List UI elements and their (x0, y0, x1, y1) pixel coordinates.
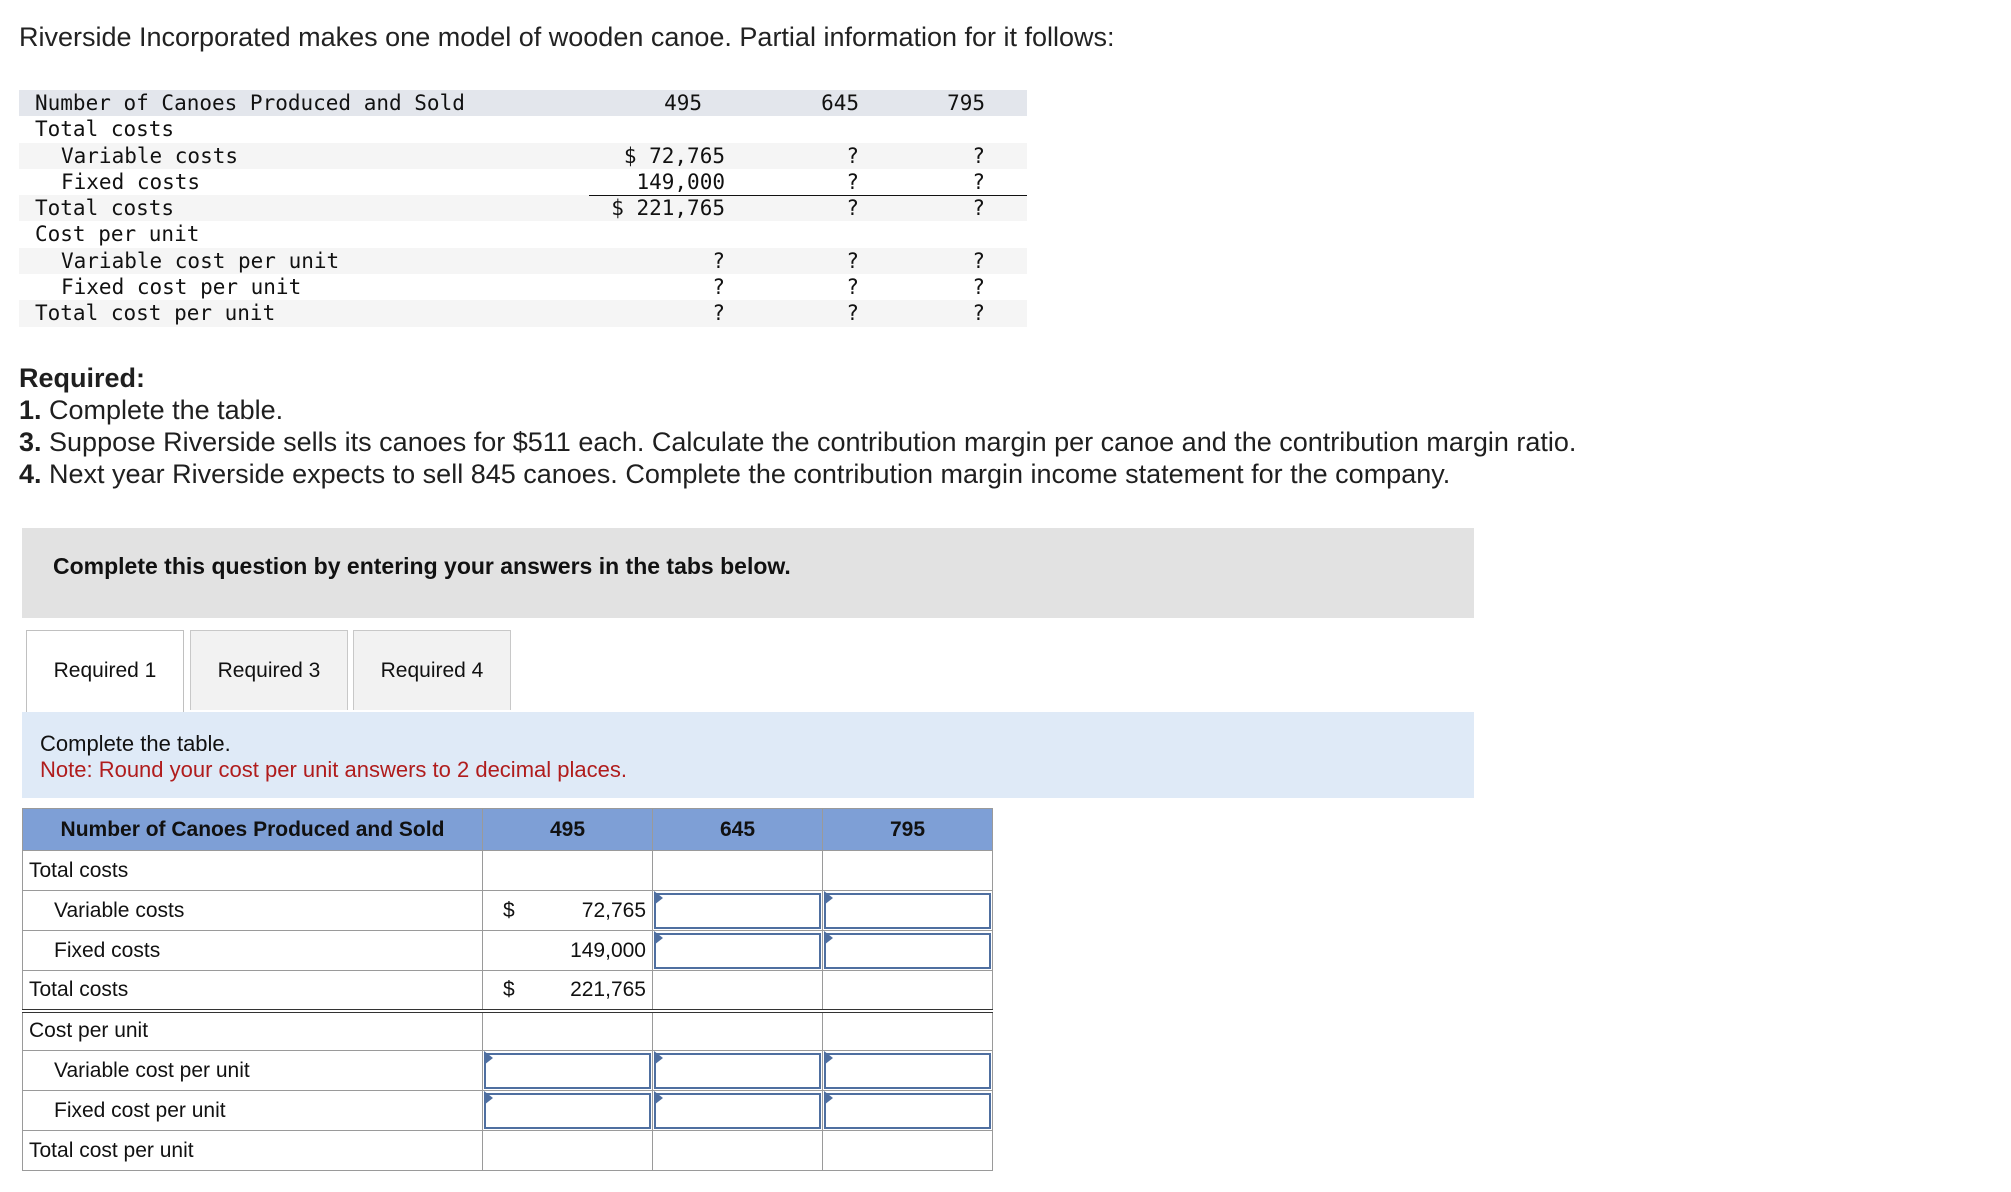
dollar-sign: $ (503, 977, 515, 1001)
table-row (23, 1011, 993, 1051)
info-header-795: 795 (947, 91, 985, 115)
variable-cost-per-unit-495-input[interactable] (484, 1053, 651, 1089)
cell-value: 149,000 (570, 938, 646, 962)
total-cpu-795 (823, 1131, 993, 1171)
info-row-label: Total costs (35, 117, 175, 142)
cell-value: 221,765 (570, 977, 646, 1001)
info-row (19, 169, 1027, 195)
table-row (23, 851, 993, 891)
fixed-cpu-495-cell (483, 1091, 653, 1131)
table-row (23, 931, 993, 971)
total-cpu-645 (653, 1131, 823, 1171)
info-row (19, 221, 1027, 247)
info-cell: ? (972, 275, 985, 300)
fixed-costs-645-input[interactable] (654, 933, 821, 969)
row-label: Total costs (23, 971, 483, 1011)
variable-costs-645-cell (653, 891, 823, 931)
info-cell: $ 221,765 (611, 196, 725, 221)
required-title: Required: (19, 363, 146, 393)
fixed-cpu-795-cell (823, 1091, 993, 1131)
variable-cost-per-unit-795-input[interactable] (824, 1053, 991, 1089)
fixed-cpu-645-cell (653, 1091, 823, 1131)
empty-cell (823, 851, 993, 891)
answer-header-label: Number of Canoes Produced and Sold (23, 809, 483, 851)
required-item-number: 4. (19, 459, 42, 489)
tab-bar (22, 630, 1474, 713)
fixed-costs-495 (483, 931, 653, 971)
required-item (19, 394, 1576, 426)
row-label: Fixed costs (23, 931, 483, 971)
info-row (19, 248, 1027, 274)
fixed-costs-645-cell (653, 931, 823, 971)
variable-costs-795-cell (823, 891, 993, 931)
info-row (19, 116, 1027, 142)
instruction-text: Complete the table. (40, 731, 231, 756)
tab-required-1[interactable]: Required 1 (26, 630, 184, 714)
answer-table (22, 808, 993, 1171)
required-item (19, 458, 1576, 490)
required-item-text: Next year Riverside expects to sell 845 canoes. Complete the contribution margin income statement for the company. (41, 459, 1451, 489)
info-row-label: Fixed cost per unit (61, 275, 302, 300)
empty-cell (653, 1011, 823, 1051)
required-section (19, 362, 1576, 490)
answer-header-495: 495 (483, 809, 653, 851)
info-cell: ? (972, 196, 985, 221)
answer-header-795: 795 (823, 809, 993, 851)
info-cell: ? (712, 248, 725, 273)
info-cell: ? (972, 169, 985, 194)
tab-required-3[interactable]: Required 3 (190, 630, 348, 710)
required-item (19, 426, 1576, 458)
info-row-label: Variable cost per unit (61, 248, 340, 273)
row-label: Total costs (23, 851, 483, 891)
total-costs-795 (823, 971, 993, 1011)
info-row (19, 300, 1027, 326)
table-row (23, 1051, 993, 1091)
info-row (19, 274, 1027, 300)
row-label: Fixed cost per unit (23, 1091, 483, 1131)
banner-text: Complete this question by entering your answers in the tabs below. (53, 553, 791, 579)
empty-cell (483, 1011, 653, 1051)
intro-text: Riverside Incorporated makes one model of wooden canoe. Partial information for it follows: (19, 22, 1115, 52)
info-row-label: Variable costs (61, 143, 239, 168)
answer-header-645: 645 (653, 809, 823, 851)
info-cell: ? (972, 248, 985, 273)
row-label: Variable costs (23, 891, 483, 931)
info-cell: ? (846, 143, 859, 168)
info-header-645: 645 (821, 91, 859, 115)
info-row-label: Cost per unit (35, 222, 200, 247)
variable-cpu-495-cell (483, 1051, 653, 1091)
total-costs-495 (483, 971, 653, 1011)
table-row (23, 1131, 993, 1171)
cell-value: 72,765 (581, 898, 646, 922)
info-row (19, 143, 1027, 169)
table-row (23, 891, 993, 931)
instructions-banner (22, 528, 1474, 618)
required-item-text: Complete the table. (41, 395, 284, 425)
info-header-495: 495 (664, 91, 702, 115)
info-cell: $ 72,765 (623, 143, 725, 168)
empty-cell (823, 1011, 993, 1051)
instruction-panel (22, 712, 1474, 798)
empty-cell (653, 851, 823, 891)
info-row (19, 195, 1027, 221)
variable-cpu-645-cell (653, 1051, 823, 1091)
required-item-number: 1. (19, 395, 42, 425)
info-cell: ? (712, 275, 725, 300)
fixed-cost-per-unit-495-input[interactable] (484, 1093, 651, 1129)
info-table-header (19, 90, 1027, 116)
fixed-cost-per-unit-795-input[interactable] (824, 1093, 991, 1129)
row-label: Total cost per unit (23, 1131, 483, 1171)
info-cell: ? (972, 301, 985, 326)
variable-costs-495 (483, 891, 653, 931)
info-row-label: Total cost per unit (35, 301, 276, 326)
info-header-label: Number of Canoes Produced and Sold (35, 91, 465, 115)
fixed-cost-per-unit-645-input[interactable] (654, 1093, 821, 1129)
variable-cpu-795-cell (823, 1051, 993, 1091)
info-row-label: Total costs (35, 196, 175, 221)
info-cell: 149,000 (636, 169, 725, 194)
fixed-costs-795-cell (823, 931, 993, 971)
variable-costs-645-input[interactable] (654, 893, 821, 929)
total-cpu-495 (483, 1131, 653, 1171)
variable-costs-795-input[interactable] (824, 893, 991, 929)
empty-cell (483, 851, 653, 891)
info-cell: ? (846, 169, 859, 194)
info-cell: ? (846, 248, 859, 273)
fixed-costs-795-input[interactable] (824, 933, 991, 969)
required-item-number: 3. (19, 427, 42, 457)
total-costs-645 (653, 971, 823, 1011)
info-cell: ? (846, 301, 859, 326)
info-cell: ? (972, 143, 985, 168)
row-label: Cost per unit (23, 1011, 483, 1051)
info-row-label: Fixed costs (61, 169, 201, 194)
table-row (23, 1091, 993, 1131)
table-row (23, 971, 993, 1011)
rounding-note: Note: Round your cost per unit answers to 2 decimal places. (40, 757, 627, 782)
required-item-text: Suppose Riverside sells its canoes for $511 each. Calculate the contribution margin per canoe and the contribution margin ratio. (41, 427, 1577, 457)
variable-cost-per-unit-645-input[interactable] (654, 1053, 821, 1089)
info-cell: ? (846, 275, 859, 300)
dollar-sign: $ (503, 898, 515, 922)
info-table (19, 90, 1027, 327)
answer-header-row (23, 809, 993, 851)
row-label: Variable cost per unit (23, 1051, 483, 1091)
info-cell: ? (712, 301, 725, 326)
info-cell: ? (846, 196, 859, 221)
tab-required-4[interactable]: Required 4 (353, 630, 511, 710)
